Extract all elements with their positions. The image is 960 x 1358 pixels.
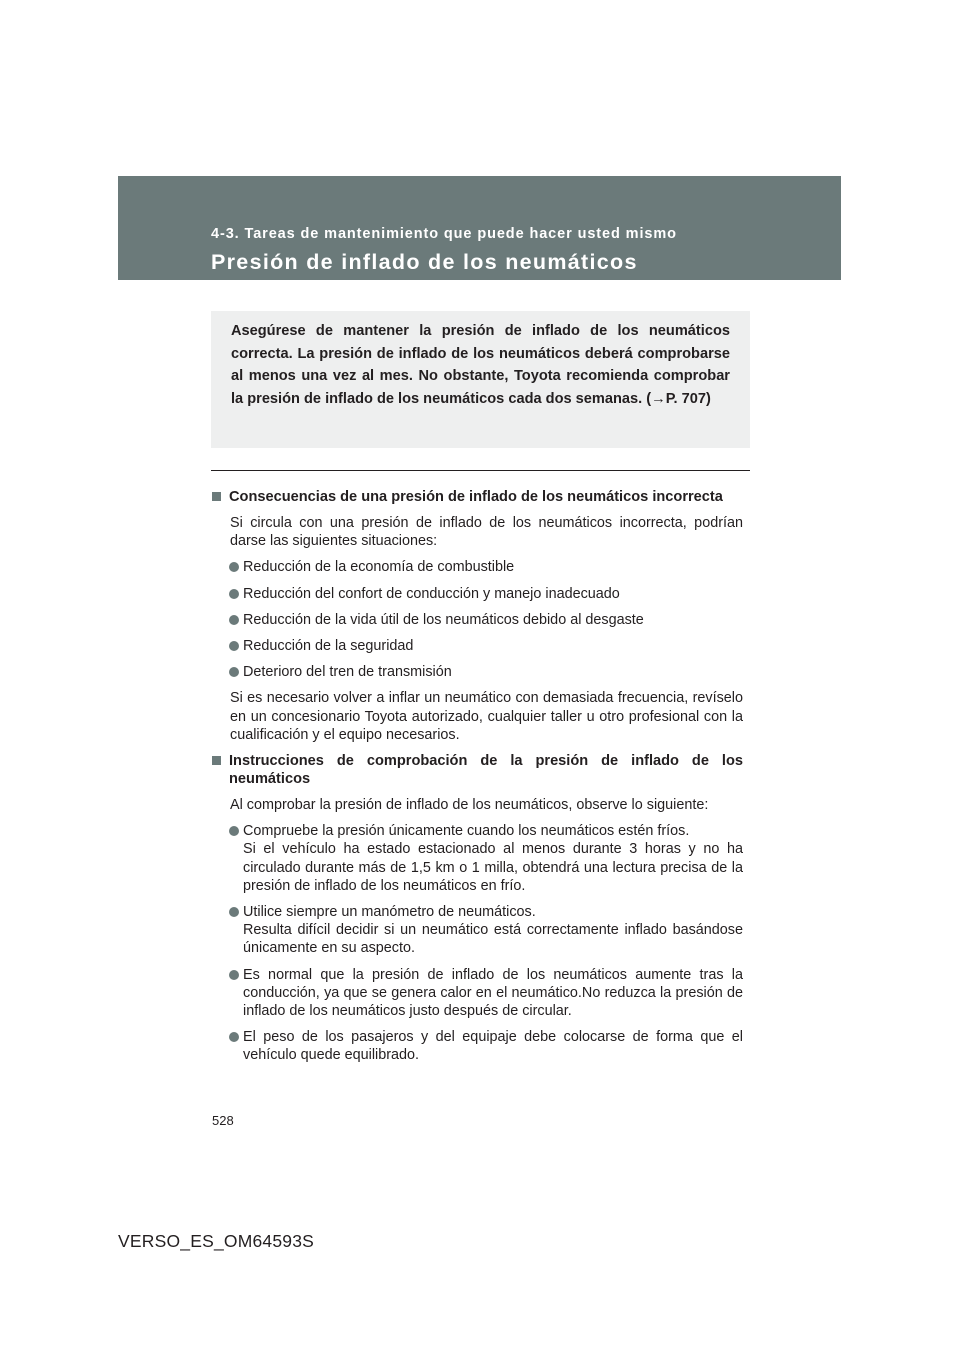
paragraph: Al comprobar la presión de inflado de los neumáticos, observe lo siguiente: [230,797,709,814]
list-item [212,966,743,1021]
round-bullet-icon [229,641,239,651]
main-content [212,488,743,1065]
section-heading-text: Instrucciones de comprobación de la presión de inflado de los neumáticos [229,753,743,788]
page-title: Presión de inflado de los neumáticos [211,250,638,274]
intro-box [211,311,750,448]
list-item-detail: Si el vehículo ha estado estacionado al menos durante 3 horas y no ha circulado durante más de 1,5 km o 1 milla, obtendrá una lectura precisa de la presión de inflado de los neumáticos en frío. [243,841,743,894]
list-item-text: Deterioro del tren de transmisión [243,664,452,681]
list-item [212,822,743,895]
round-bullet-icon [229,589,239,599]
list-item [212,903,743,958]
intro-text: Asegúrese de mantener la presión de inflado de los neumáticos correcta. La presión de inflado de los neumáticos deberá comprobarse al menos una vez al mes. No obstante, Toyota recomienda comprobar la presión de inflado de los neumáticos cada dos semanas. (→P. 707) [231,323,730,407]
square-bullet-icon [212,756,221,765]
list-item [212,663,743,681]
list-item [212,585,743,603]
list-item-title: Utilice siempre un manómetro de neumáticos. [243,904,536,921]
round-bullet-icon [229,667,239,677]
list-item-text: Reducción del confort de conducción y manejo inadecuado [243,585,620,602]
list-item [212,611,743,629]
list-item-text: Reducción de la seguridad [243,638,414,655]
list-item-detail: Resulta difícil decidir si un neumático está correctamente inflado basándose únicamente en su aspecto. [243,922,743,957]
section-heading [212,488,743,506]
round-bullet-icon [229,826,239,836]
round-bullet-icon [229,615,239,625]
round-bullet-icon [229,1032,239,1042]
list-item [212,637,743,655]
list-item-title: El peso de los pasajeros y del equipaje debe colocarse de forma que el vehículo quede equilibrado. [243,1029,743,1064]
paragraph: Si circula con una presión de inflado de los neumáticos incorrecta, podrían darse las siguientes situaciones: [230,515,743,550]
page-number: 528 [212,1113,234,1128]
round-bullet-icon [229,562,239,572]
section-heading [212,752,743,788]
paragraph: Si es necesario volver a inflar un neumático con demasiada frecuencia, revíselo en un concesionario Toyota autorizado, cualquier taller u otro profesional con la cualificación y el equipo necesarios. [230,690,743,743]
round-bullet-icon [229,970,239,980]
list-item [212,1028,743,1064]
square-bullet-icon [212,492,221,501]
list-item-title: Compruebe la presión únicamente cuando los neumáticos estén fríos. [243,823,690,840]
list-item-text: Reducción de la economía de combustible [243,559,515,576]
document-code: VERSO_ES_OM64593S [118,1231,315,1251]
round-bullet-icon [229,907,239,917]
list-item [212,558,743,576]
list-item-text: Reducción de la vida útil de los neumáticos debido al desgaste [243,611,644,628]
section-label: 4-3. Tareas de mantenimiento que puede hacer usted mismo [211,226,677,242]
section-heading-text: Consecuencias de una presión de inflado de los neumáticos incorrecta [229,489,723,505]
divider [211,470,750,471]
list-item-title: Es normal que la presión de inflado de los neumáticos aumente tras la conducción, ya que se genera calor en el neumático.No reduzca la presión de inflado de los neumáticos justo después de circular. [243,966,743,1020]
